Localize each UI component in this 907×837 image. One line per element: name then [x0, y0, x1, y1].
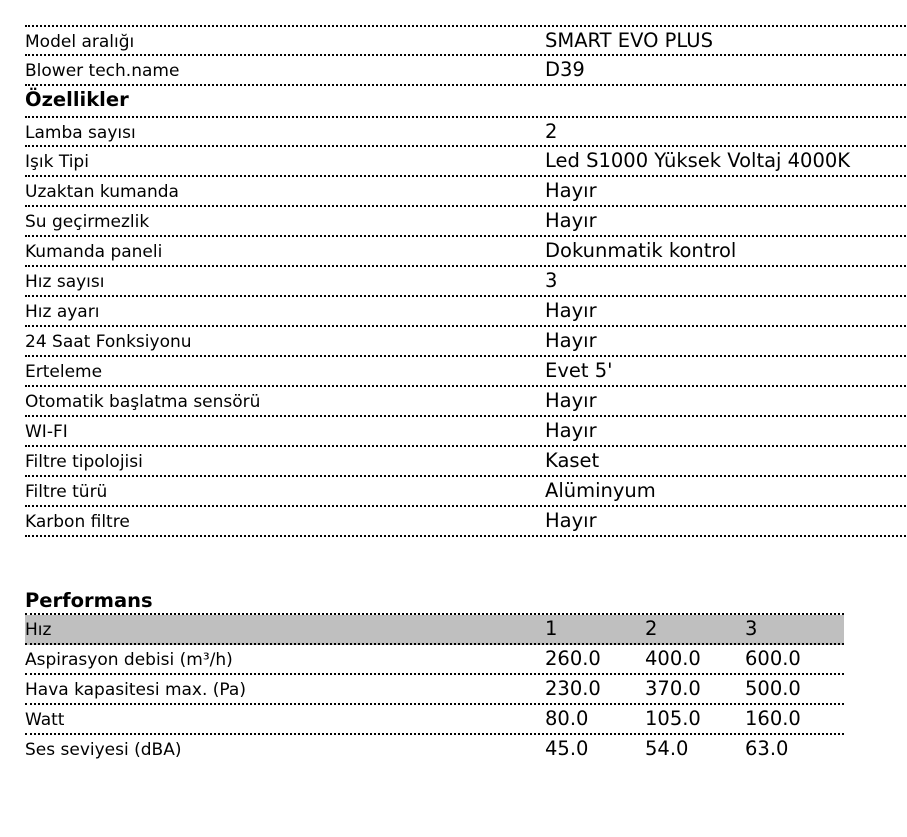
feature-label: Erteleme: [25, 362, 103, 382]
performance-row-label: Hava kapasitesi max. (Pa): [25, 680, 246, 700]
feature-value: Evet 5': [545, 359, 613, 382]
feature-row-wifi: [25, 417, 906, 447]
spec-value: SMART EVO PLUS: [545, 29, 713, 52]
feature-value: 2: [545, 120, 558, 143]
feature-label: Karbon filtre: [25, 512, 130, 532]
feature-row-remote-control: [25, 177, 906, 207]
feature-value: 3: [545, 269, 558, 292]
performance-header-label: Hız: [25, 620, 52, 640]
performance-cell: 45.0: [545, 737, 589, 760]
performance-header-speed-3: 3: [745, 617, 758, 640]
performance-cell: 54.0: [645, 737, 689, 760]
spec-row-model-range: [25, 25, 906, 56]
feature-label: Kumanda paneli: [25, 242, 163, 262]
feature-value: Led S1000 Yüksek Voltaj 4000K: [545, 149, 851, 172]
performance-cell: 80.0: [545, 707, 589, 730]
feature-row-filter-type: [25, 477, 906, 507]
spec-value: D39: [545, 58, 585, 81]
feature-row-auto-start-sensor: [25, 387, 906, 417]
feature-row-speed-setting: [25, 297, 906, 327]
feature-label: Lamba sayısı: [25, 123, 136, 143]
feature-row-filter-typology: [25, 447, 906, 477]
performance-row-noise-level: [25, 735, 844, 765]
feature-value: Hayır: [545, 419, 597, 442]
feature-label: Filtre türü: [25, 482, 108, 502]
feature-value: Hayır: [545, 509, 597, 532]
performance-row-max-pressure: [25, 675, 844, 705]
feature-row-lamp-count: [25, 116, 906, 147]
specifications-table: [25, 25, 906, 537]
features-title: Özellikler: [25, 88, 129, 111]
feature-value: Hayır: [545, 299, 597, 322]
feature-label: Otomatik başlatma sensörü: [25, 392, 261, 412]
feature-label: Işık Tipi: [25, 152, 89, 172]
performance-cell: 230.0: [545, 677, 601, 700]
feature-row-control-panel: [25, 237, 906, 267]
performance-cell: 160.0: [745, 707, 801, 730]
performance-header-row: [25, 615, 844, 645]
performance-cell: 600.0: [745, 647, 801, 670]
feature-row-delay: [25, 357, 906, 387]
feature-row-carbon-filter: [25, 507, 906, 537]
performance-cell: 400.0: [645, 647, 701, 670]
feature-row-24h-function: [25, 327, 906, 357]
feature-label: Uzaktan kumanda: [25, 182, 179, 202]
performance-row-watt: [25, 705, 844, 735]
feature-label: Hız sayısı: [25, 272, 105, 292]
performance-cell: 105.0: [645, 707, 701, 730]
feature-row-speed-count: [25, 267, 906, 297]
feature-label: WI-FI: [25, 422, 68, 442]
spec-label: Model aralığı: [25, 32, 135, 52]
performance-row-label: Watt: [25, 710, 65, 730]
feature-value: Alüminyum: [545, 479, 656, 502]
performance-table: [25, 587, 844, 765]
performance-cell: 63.0: [745, 737, 789, 760]
performance-row-airflow: [25, 645, 844, 675]
performance-title: Performans: [25, 589, 153, 612]
features-section-header: [25, 86, 906, 116]
performance-row-label: Aspirasyon debisi (m³/h): [25, 650, 233, 670]
performance-cell: 370.0: [645, 677, 701, 700]
feature-value: Dokunmatik kontrol: [545, 239, 737, 262]
performance-header-speed-1: 1: [545, 617, 558, 640]
performance-cell: 500.0: [745, 677, 801, 700]
performance-row-label: Ses seviyesi (dBA): [25, 740, 182, 760]
feature-value: Hayır: [545, 179, 597, 202]
feature-label: Filtre tipolojisi: [25, 452, 143, 472]
feature-label: Hız ayarı: [25, 302, 100, 322]
feature-label: 24 Saat Fonksiyonu: [25, 332, 192, 352]
performance-cell: 260.0: [545, 647, 601, 670]
spec-label: Blower tech.name: [25, 61, 180, 81]
feature-value: Kaset: [545, 449, 600, 472]
feature-value: Hayır: [545, 329, 597, 352]
feature-row-light-type: [25, 147, 906, 177]
performance-header-speed-2: 2: [645, 617, 658, 640]
feature-row-waterproof: [25, 207, 906, 237]
feature-value: Hayır: [545, 209, 597, 232]
performance-section-header: [25, 587, 844, 615]
feature-label: Su geçirmezlik: [25, 212, 150, 232]
feature-value: Hayır: [545, 389, 597, 412]
spec-row-blower-tech-name: [25, 56, 906, 86]
